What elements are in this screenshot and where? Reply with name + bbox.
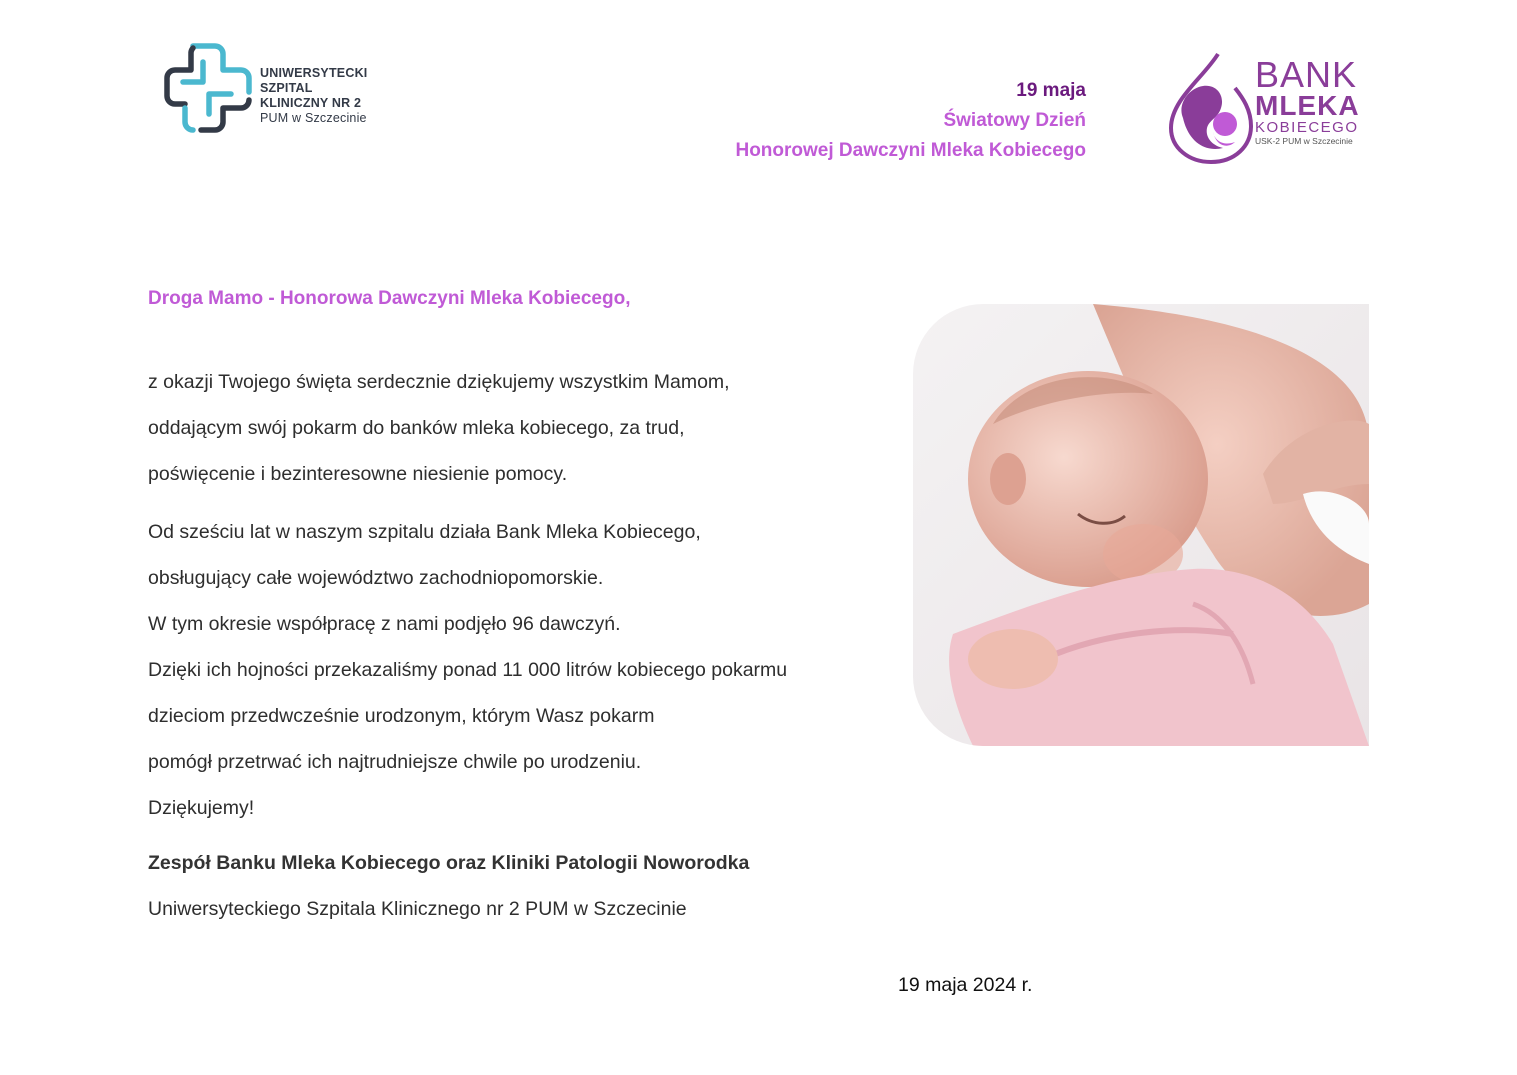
body-line: oddającym swój pokarm do banków mleka kobiecego, za trud, (148, 417, 685, 439)
hospital-name-line: UNIWERSYTECKI (260, 66, 368, 80)
salutation: Droga Mamo - Honorowa Dawczyni Mleka Kobiecego, (148, 288, 631, 309)
bank-logo-kobiecego: KOBIECEGO (1255, 119, 1359, 136)
bank-logo-text (1255, 54, 1360, 146)
body-line: obsługujący całe województwo zachodniopomorskie. (148, 567, 604, 589)
mother-child-drop-icon (1163, 48, 1258, 166)
header-line-2: Honorowej Dawczyni Mleka Kobiecego (735, 140, 1086, 161)
body-line: z okazji Twojego święta serdecznie dziękujemy wszystkim Mamom, (148, 371, 730, 393)
header-line-1: Światowy Dzień (943, 110, 1086, 131)
hospital-name (260, 66, 367, 126)
body-line: Dzięki ich hojności przekazaliśmy ponad 11 000 litrów kobiecego pokarmu (148, 659, 788, 681)
body-line: Od sześciu lat w naszym szpitalu działa Bank Mleka Kobiecego, (148, 521, 701, 543)
signature-institution: Uniwersyteckiego Szpitala Klinicznego nr 2 PUM w Szczecinie (148, 898, 687, 920)
hospital-name-line: SZPITAL (260, 81, 313, 95)
body-line: Dziękujemy! (148, 797, 255, 819)
letter-date: 19 maja 2024 r. (898, 974, 1033, 996)
body-line: dzieciom przedwcześnie urodzonym, którym Wasz pokarm (148, 705, 655, 727)
body-line: pomógł przetrwać ich najtrudniejsze chwile po urodzeniu. (148, 751, 642, 773)
bank-logo (1163, 48, 1373, 168)
hospital-logo (163, 42, 393, 134)
bank-logo-bank: BANK (1255, 54, 1358, 95)
signature-team: Zespół Banku Mleka Kobiecego oraz Kliniki Patologii Noworodka (148, 852, 750, 874)
signature (148, 848, 749, 924)
bank-logo-sub: USK-2 PUM w Szczecinie (1255, 136, 1353, 146)
body-line: poświęcenie i bezinteresowne niesienie pomocy. (148, 463, 568, 485)
breastfeeding-photo (913, 304, 1369, 746)
header-titles (735, 76, 1086, 166)
hospital-name-line: PUM w Szczecinie (260, 111, 367, 125)
bank-logo-mleka: MLEKA (1255, 90, 1360, 121)
cross-logo-icon (163, 42, 253, 134)
hospital-name-line: KLINICZNY NR 2 (260, 96, 362, 110)
body-line: W tym okresie współpracę z nami podjęło 96 dawczyń. (148, 613, 621, 635)
header-date: 19 maja (1016, 80, 1086, 101)
letter-body (148, 367, 787, 839)
